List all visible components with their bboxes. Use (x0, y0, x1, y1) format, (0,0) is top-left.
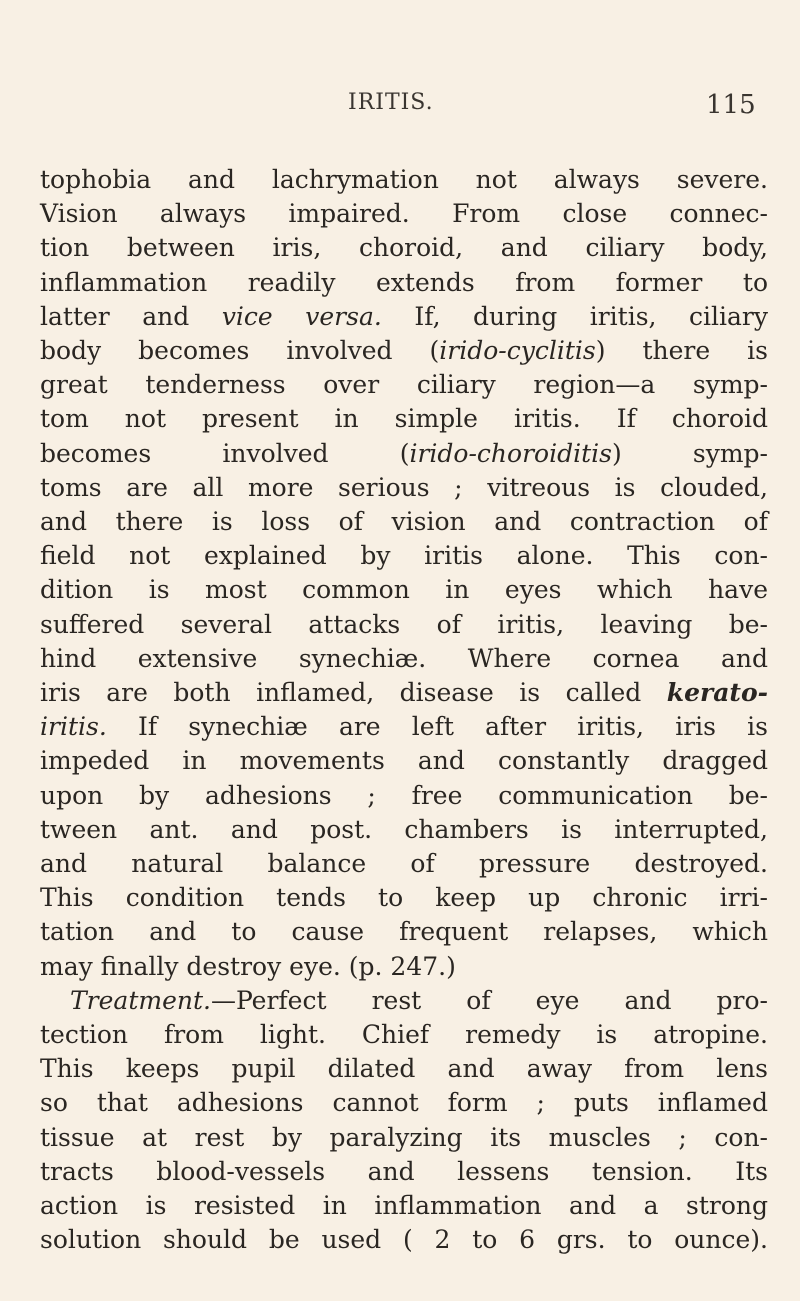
term-kerato-iritis: kerato- (666, 678, 768, 708)
text-line: tophobia and lachrymation not always severe. (40, 165, 768, 194)
text-line: This keeps pupil dilated and away from lens (40, 1054, 768, 1084)
text-line: tween ant. and post. chambers is interrupted, (40, 814, 768, 844)
text-line: Treatment.—Perfect rest of eye and pro- (70, 985, 768, 1015)
text-line: and there is loss of vision and contraction of (40, 507, 768, 537)
text-line: tissue at rest by paralyzing its muscles ; con- (40, 1122, 768, 1152)
text-line: toms are all more serious ; vitreous is clouded, (40, 472, 768, 502)
text-line: Vision always impaired. From close connec- (40, 199, 768, 229)
text-line: inflammation readily extends from former to (40, 267, 768, 297)
term-irido-cyclitis: irido-cyclitis (439, 336, 596, 366)
text-line: tom not present in simple iritis. If choroid (40, 404, 768, 434)
body-text (40, 163, 768, 1258)
text-line: field not explained by iritis alone. This con- (40, 541, 768, 571)
text-line: so that adhesions cannot form ; puts inflamed (40, 1088, 768, 1118)
text-line: iritis. If synechiæ are left after iritis, iris is (40, 712, 768, 742)
text-line: and natural balance of pressure destroyed. (40, 849, 768, 879)
text-line: solution should be used ( 2 to 6 grs. to ounce). (40, 1225, 768, 1255)
text-line: tation and to cause frequent relapses, which (40, 917, 768, 947)
text-line: iris are both inflamed, disease is called kerato- (40, 678, 768, 708)
text-line: tection from light. Chief remedy is atropine. (40, 1020, 768, 1050)
text-line: tion between iris, choroid, and ciliary body, (40, 233, 768, 263)
text-line: hind extensive synechiæ. Where cornea and (40, 643, 768, 673)
page-header (0, 90, 800, 130)
text-line: dition is most common in eyes which have (40, 575, 768, 605)
text-line: upon by adhesions ; free communication be- (40, 780, 768, 810)
text-line: latter and vice versa. If, during iritis, ciliary (40, 301, 768, 331)
latin-phrase: vice versa. (221, 301, 382, 331)
text-line: action is resisted in inflammation and a strong (40, 1191, 768, 1221)
text-line: great tenderness over ciliary region—a symp- (40, 370, 768, 400)
text-line: body becomes involved (irido-cyclitis) there is (40, 336, 768, 366)
text-line: becomes involved (irido-choroiditis) symp- (40, 438, 768, 468)
text-line: tracts blood-vessels and lessens tension. Its (40, 1156, 768, 1186)
page-number: 115 (706, 90, 756, 120)
running-title: IRITIS. (348, 90, 434, 115)
term-kerato-iritis-cont: iritis. (40, 712, 107, 742)
section-heading-treatment: Treatment. (70, 985, 211, 1015)
text-line: suffered several attacks of iritis, leaving be- (40, 609, 768, 639)
text-line: impeded in movements and constantly dragged (40, 746, 768, 776)
term-irido-choroiditis: irido-choroiditis (409, 438, 612, 468)
text-line: This condition tends to keep up chronic irri- (40, 883, 768, 913)
text-line: may finally destroy eye. (p. 247.) (40, 951, 456, 981)
